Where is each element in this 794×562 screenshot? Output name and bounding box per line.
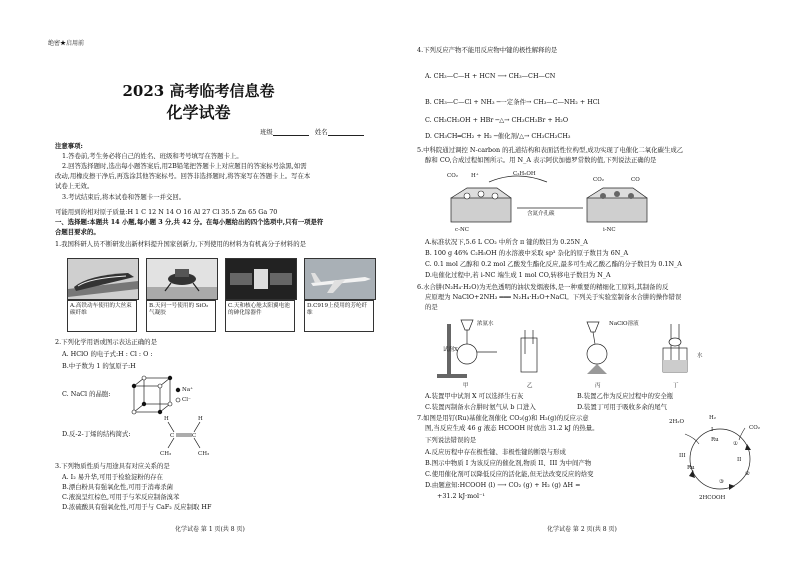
q3-option-d[interactable]: D.浓硫酸具有强氧化性,可用于与 CaF₂ 反应制取 HF <box>62 503 212 511</box>
question-7: 7.如图是用钌(Ru)基催化剂催化 CO₂(g)和 H₂(g)的反应示意 <box>417 414 589 422</box>
lander-photo <box>146 258 218 300</box>
question-6: 6.水合肼(N₂H₄·H₂O)为无色透明的油状发烟液体,是一种重要的精细化工原料,其制备的反 <box>417 283 669 291</box>
notes-heading: 注意事项: <box>55 142 83 150</box>
q7-option-d[interactable]: D.由题意知:HCOOH (l) ⟶ CO₂ (g) + H₂ (g) ΔH = <box>425 481 581 489</box>
label-reagent-x: 试剂X <box>443 347 458 353</box>
fig7-co2: CO₂ <box>749 425 760 431</box>
q4-option-a[interactable]: A. CH₃—C—H + HCN ⟶ CH₃—CH—CN <box>425 72 556 80</box>
section-1-heading: 一、选择题:本题共 14 小题,每小题 3 分,共 42 分。在每小题给出的四个选项中,只有一项是符 <box>55 218 324 226</box>
label-water: 水 <box>697 353 703 359</box>
q6-option-d[interactable]: D.装置丁可用于吸收多余的尾气 <box>577 403 668 411</box>
fig7-species-ii: II <box>737 457 742 463</box>
label-yi: 乙 <box>527 383 533 389</box>
question-3: 3.下列物质性质与用途具有对应关系的是 <box>55 462 170 470</box>
note-line-5: 3.考试结束后,将本试卷和答题卡一并交回。 <box>62 193 186 201</box>
struct-c1: C <box>170 433 175 439</box>
aircraft-photo <box>304 258 376 300</box>
class-field <box>260 128 364 136</box>
q4-option-d[interactable]: D. CH₃CH═CH₂ + H₂ ─催化剂/△→ CH₃CH₂CH₃ <box>425 132 571 140</box>
fig7-step-2: ② <box>745 471 750 477</box>
q5-option-d[interactable]: D.电催化过程中,若 i-NC 端生成 1 mol CO,转移电子数目为 N_A <box>425 271 611 279</box>
fig5-co2-left: CO₂ <box>447 173 458 179</box>
fig7-ru-top: Ru <box>711 437 719 443</box>
note-line-4: 试卷上无效。 <box>55 182 94 190</box>
label-ding: 丁 <box>673 383 679 389</box>
question-4: 4.下列反应产物不能用反应物中键的极性解释的是 <box>417 46 558 54</box>
label-naclo: NaClO溶液 <box>609 321 639 327</box>
question-6-cont: 应原理为 NaClO+2NH₃ ═══ N₂H₄·H₂O+NaCl。下列关于实验室制备水合肼的操作错误 <box>425 293 682 301</box>
q2-option-a[interactable]: A. HClO 的电子式:H : Cl : O : <box>62 350 153 358</box>
right-page <box>397 0 794 562</box>
fig5-ethanol: C₂H₅OH <box>513 171 536 177</box>
struct-ch3-2: CH₃ <box>198 451 210 457</box>
label-bing: 丙 <box>595 383 601 389</box>
struct-c2: C <box>192 433 197 439</box>
q1-option-d[interactable]: D.C919上使用的芳纶纤维 <box>304 300 374 332</box>
fig5-i-nc: i-NC <box>603 227 616 233</box>
question-7-cont: 图,当反应生成 46 g 液态 HCOOH 时放出 31.2 kJ 的热量。 <box>425 424 599 432</box>
q5-option-c[interactable]: C. 0.1 mol 乙醇和 0.2 mol 乙酸发生酯化反应,最多可生成乙酸乙酯的分子数目为 0.1N_A <box>425 260 682 268</box>
q7-option-d-cont: +31.2 kJ·mol⁻¹ <box>437 492 485 500</box>
q1-option-b[interactable]: B.天问一号使用的 SiO₂ 气凝胶 <box>146 300 216 332</box>
name-label: 姓名 <box>314 128 328 136</box>
fig7-species-i: I <box>711 427 714 433</box>
q2-option-c[interactable]: C. NaCl 的晶胞: <box>62 390 111 398</box>
q1-option-a[interactable]: A.高铁动车使用的大丝束碳纤维 <box>67 300 137 332</box>
fig7-species-iii: III <box>679 453 686 459</box>
question-7-cont2: 下列说法错误的是 <box>425 436 477 444</box>
q7-option-a[interactable]: A.反应历程中存在极性键、非极性键的断裂与形成 <box>425 448 566 456</box>
fig5-co: CO <box>631 177 640 183</box>
space-station-photo <box>225 258 297 300</box>
exam-subject: 化学试卷 <box>166 103 231 122</box>
question-6-cont2: 的是 <box>425 303 438 311</box>
q4-option-c[interactable]: C. CH₃CH₂OH + HBr ─△→ CH₃CH₂Br + H₂O <box>425 116 569 124</box>
struct-ch3-1: CH₃ <box>160 451 172 457</box>
secret-mark: 绝密★启用前 <box>48 40 85 47</box>
fig7-step-3: ③ <box>719 479 724 485</box>
class-label: 班级 <box>260 128 273 136</box>
struct-h2: H <box>198 416 203 422</box>
page-1-footer: 化学试卷 第 1 页(共 8 页) <box>175 526 245 533</box>
fig7-step-1: ① <box>733 441 738 447</box>
q4-option-b[interactable]: B. CH₃—C—Cl + NH₃ ─一定条件→ CH₃—C—NH₂ + HCl <box>425 98 600 106</box>
fig5-mesoporous-carbon: 含氮介孔碳 <box>527 211 555 217</box>
label-jia: 甲 <box>463 383 469 389</box>
q2-option-d[interactable]: D.反-2-丁烯的结构简式: <box>62 430 131 438</box>
q3-option-c[interactable]: C.液溴呈红棕色,可用于与苯反应制备溴苯 <box>62 493 180 501</box>
section-1-heading-cont: 合题目要求的。 <box>55 228 100 236</box>
struct-h1: H <box>164 416 169 422</box>
class-blank[interactable] <box>273 129 309 136</box>
q3-option-a[interactable]: A. I₂ 易升华,可用于检验淀粉的存在 <box>62 473 163 481</box>
legend-na: Na⁺ <box>182 387 193 393</box>
q6-option-a[interactable]: A.装置甲中试剂 X 可以选择生石灰 <box>425 392 524 400</box>
train-photo <box>67 258 139 300</box>
apparatus-diagram <box>427 314 727 386</box>
fig5-co2-right: CO₂ <box>593 177 604 183</box>
q6-option-b[interactable]: B.装置乙作为反应过程中的安全瓶 <box>577 392 674 400</box>
question-1: 1.我国科研人员不断研发出新材料提升国家创新力,下列使用的材料为有机高分子材料的是 <box>55 240 306 248</box>
exam-title: 2023 高考临考信息卷 <box>122 82 275 100</box>
q1-option-c[interactable]: C.天和核心舱太阳翼电池的砷化镓器件 <box>225 300 295 332</box>
q3-option-b[interactable]: B.漂白粉具有强氧化性,可用于消毒杀菌 <box>62 483 174 491</box>
note-line-2: 2.回答选择题时,选出每小题答案后,用2B铅笔把答题卡上对应题目的答案标号涂黑,如需 <box>62 162 307 170</box>
question-2: 2.下列化学用语或图示表达正确的是 <box>55 338 157 346</box>
q7-option-c[interactable]: C.使用催化剂可以降低反应的活化能,但无法改变反应的焓变 <box>425 470 594 478</box>
fig7-water: 2H₂O <box>669 419 685 425</box>
fig7-ru-bottom: Ru <box>687 465 695 471</box>
fig5-h-plus: H⁺ <box>471 173 479 179</box>
q5-option-b[interactable]: B. 100 g 46% C₂H₅OH 的水溶液中采取 sp³ 杂化的原子数目为 6N_A <box>425 249 629 257</box>
q5-option-a[interactable]: A.标准状况下,5.6 L CO₂ 中所含 π 键的数目为 0.25N_A <box>425 238 588 246</box>
fig7-formic-acid: 2HCOOH <box>699 495 726 501</box>
q2-option-b[interactable]: B.中子数为 1 的氢原子:H <box>62 362 136 370</box>
question-5-cont: 醇和 CO,合成过程如图所示。用 N_A 表示阿伏加德罗常数的值,下列说法正确的是 <box>425 156 657 164</box>
q7-option-b[interactable]: B.图示中物质 I 为该反应的催化剂,物质 II、III 为中间产物 <box>425 459 592 467</box>
note-line-3: 改动,用橡皮擦干净后,再选涂其他答案标号。回答非选择题时,将答案写在答题卡上。写在本 <box>55 172 311 180</box>
name-blank[interactable] <box>328 129 364 136</box>
page-2-footer: 化学试卷 第 2 页(共 8 页) <box>547 526 617 533</box>
legend-cl: Cl⁻ <box>182 397 191 403</box>
atomic-masses: 可能用到的相对原子质量:H 1 C 12 N 14 O 16 Al 27 Cl 35.5 Zn 65 Ga 70 <box>55 208 278 216</box>
fig7-h2: H₂ <box>709 415 717 421</box>
label-ammonia: 浓氨水 <box>477 321 494 327</box>
note-line-1: 1.答卷前,考生务必将自己的姓名、班级和考号填写在答题卡上。 <box>62 152 243 160</box>
fig5-c-nc: c-NC <box>455 227 469 233</box>
q6-option-c[interactable]: C.装置丙制备水合肼时氨气从 b 口进入 <box>425 403 536 411</box>
question-5: 5.中科院通过调控 N-carbon 的孔道结构和表面活性位构型,成功实现了电催化二氧化碳生成乙 <box>417 146 684 154</box>
